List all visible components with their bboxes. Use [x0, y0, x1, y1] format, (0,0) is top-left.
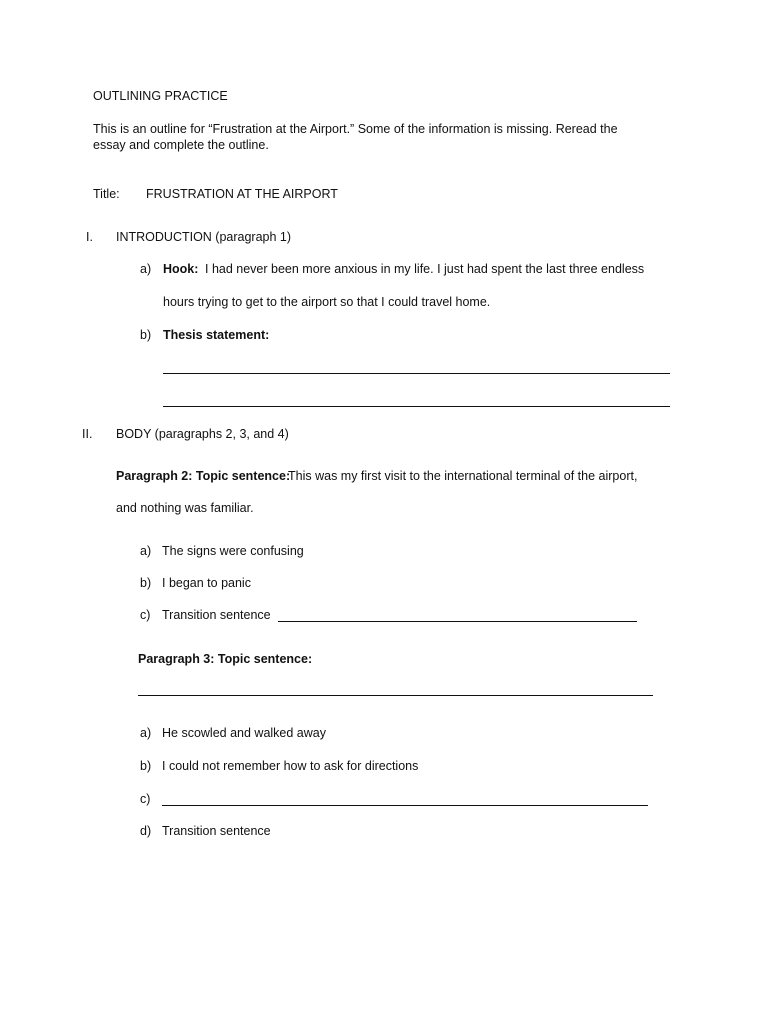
p3-item-b-marker: b): [140, 759, 152, 773]
p2-item-b-text: I began to panic: [162, 576, 251, 590]
p2-item-b-marker: b): [140, 576, 152, 590]
thesis-answer-line-1[interactable]: [163, 373, 670, 374]
section-1-numeral: I.: [86, 230, 93, 244]
title-label: Title:: [93, 187, 120, 201]
p2-item-c-marker: c): [140, 608, 151, 622]
paragraph-2-label: Paragraph 2: Topic sentence:: [116, 469, 291, 483]
p2-transition-answer-line[interactable]: [278, 621, 637, 622]
thesis-label: Thesis statement:: [163, 328, 270, 342]
thesis-marker: b): [140, 328, 152, 342]
paragraph-2-topic-line-2: and nothing was familiar.: [116, 501, 254, 515]
section-2-numeral: II.: [82, 427, 93, 441]
thesis-answer-line-2[interactable]: [163, 406, 670, 407]
p2-item-c-text: Transition sentence: [162, 608, 271, 622]
p3-item-b-text: I could not remember how to ask for directions: [162, 759, 419, 773]
p3-topic-answer-line[interactable]: [138, 695, 653, 696]
instructions-line-2: essay and complete the outline.: [93, 138, 269, 152]
p3-item-c-marker: c): [140, 792, 151, 806]
worksheet-heading: OUTLINING PRACTICE: [93, 89, 228, 103]
section-1-heading: INTRODUCTION (paragraph 1): [116, 230, 292, 244]
hook-text-line-1: I had never been more anxious in my life. I just had spent the last three endless: [205, 262, 645, 276]
hook-text-line-2: hours trying to get to the airport so that I could travel home.: [163, 295, 491, 309]
section-2-heading: BODY (paragraphs 2, 3, and 4): [116, 427, 289, 441]
p3-item-a-text: He scowled and walked away: [162, 726, 326, 740]
p2-item-a-text: The signs were confusing: [162, 544, 304, 558]
p3-item-a-marker: a): [140, 726, 152, 740]
title-value: FRUSTRATION AT THE AIRPORT: [146, 187, 338, 201]
p3-item-c-answer-line[interactable]: [162, 805, 648, 806]
p2-item-a-marker: a): [140, 544, 152, 558]
hook-label: Hook:: [163, 262, 199, 276]
hook-marker: a): [140, 262, 152, 276]
p3-item-d-marker: d): [140, 824, 152, 838]
paragraph-2-topic-line-1: This was my first visit to the international terminal of the airport,: [288, 469, 638, 483]
p3-item-d-text: Transition sentence: [162, 824, 271, 838]
paragraph-3-label: Paragraph 3: Topic sentence:: [138, 652, 313, 666]
instructions-line-1: This is an outline for “Frustration at the Airport.” Some of the information is missing. Reread the: [93, 122, 618, 136]
